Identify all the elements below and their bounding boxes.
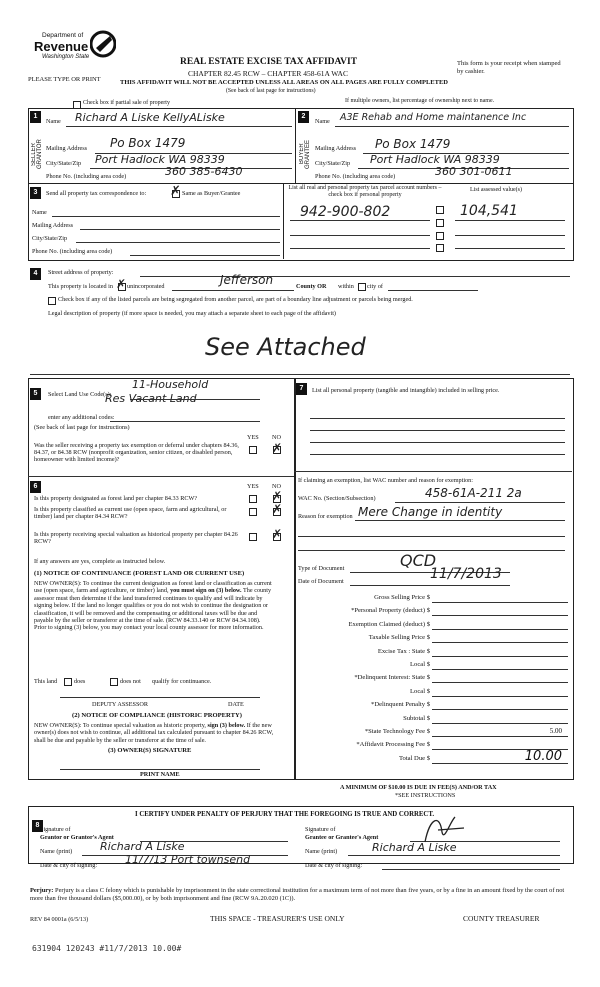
forest-land-no-mark: ✗ [272, 489, 283, 503]
fee-row [298, 748, 570, 767]
does-not-checkbox[interactable] [110, 678, 118, 686]
seller-side-label: SELLER GRANTOR [31, 139, 43, 169]
fee-label: *Affidavit Processing Fee $ [356, 741, 430, 749]
fee-line [432, 682, 568, 683]
county-treasurer: COUNTY TREASURER [463, 914, 540, 923]
notice1-body [34, 580, 274, 632]
within-label: within [338, 283, 354, 290]
fee-row [298, 673, 570, 686]
current-use-no-mark: ✗ [272, 502, 283, 516]
wac-line [395, 502, 565, 503]
fee-line [432, 709, 568, 710]
see-attached-value[interactable]: See Attached [205, 333, 366, 361]
doc-type-label: Type of Document [298, 565, 345, 572]
fee-label: *State Technology Fee $ [364, 728, 430, 735]
segregated-label: Check box if any of the listed parcels are being segregated from another parcel, are part of a boundary line adjustment or parcels being merged. [58, 296, 413, 303]
does-checkbox[interactable] [64, 678, 72, 686]
fee-label: Local $ [410, 661, 430, 668]
land-use-line [130, 399, 260, 400]
this-land-label: This land [34, 678, 58, 685]
seller-exemption-question: Was the seller receiving a property tax exemption or deferral under chapters 84.36, 84.37, or 84.38 RCW (nonprofit organization, senior citizen, or disabled person, homeowner with limited income)? [34, 442, 239, 464]
multiple-owners-note: If multiple owners, list percentage of ownership next to name. [345, 98, 495, 104]
historic-question: Is this property receiving special valuation as historical property per chapter 84.26 RCW? [34, 531, 238, 545]
grantor-date-value[interactable]: 11/7/13 Port townsend [125, 853, 251, 866]
seller-name-label: Name [46, 118, 61, 125]
fee-label: *Delinquent Penalty $ [371, 701, 430, 709]
county-or-label: County OR [296, 283, 327, 290]
fee-row [298, 700, 570, 713]
fee-row [298, 714, 570, 727]
section-3-divider [283, 183, 284, 259]
same-as-buyer-check: ✗ [170, 184, 181, 199]
fee-line [432, 615, 568, 616]
legal-label: Legal description of property (if more space is needed, you may attach a separate sheet to each page of the affidavit) [48, 310, 336, 317]
fee-label: Total Due $ [398, 754, 430, 762]
perjury-text: Perjury is a class C felony which is punishable by imprisonment in the state correctional institution for a maximum term of not more than five years, or by a fine in an amount fixed by the court of not more than five thousand dollars ($5,000.00), or by both imprisonment and fine (RCW 9A.20.020 (1C)). [30, 887, 565, 902]
please-type: PLEASE TYPE OR PRINT [28, 76, 101, 83]
grantor-sig-label-b: Grantor or Grantor's Agent [40, 834, 114, 841]
current-use-yes[interactable] [249, 508, 257, 516]
fee-value[interactable]: 5.00 [549, 727, 562, 735]
tax-phone-label: Phone No. (including area code) [32, 248, 113, 255]
dor-logo-icon [90, 30, 116, 58]
notice2-body-a: NEW OWNER(S): To continue special valuation as historic property, [34, 722, 206, 729]
doc-date-value[interactable]: 11/7/2013 [430, 566, 502, 582]
perjury-note [30, 887, 570, 903]
fee-row [298, 727, 570, 740]
fee-line [432, 736, 568, 737]
personal-line-3[interactable] [310, 442, 565, 443]
section-1-number: 1 [30, 111, 41, 123]
additional-codes-label: enter any additional codes: [48, 414, 115, 421]
deputy-date-label: DATE [228, 701, 244, 708]
additional-codes-line[interactable] [110, 421, 260, 422]
form-warning: THIS AFFIDAVIT WILL NOT BE ACCEPTED UNLESS ALL AREAS ON ALL PAGES ARE FULLY COMPLETED [120, 79, 448, 86]
buyer-side-label: BUYER GRANTEE [299, 139, 311, 169]
fee-label: Subtotal $ [403, 714, 430, 722]
fee-value[interactable]: 10.00 [524, 748, 562, 764]
buyer-city-label: City/State/Zip [315, 160, 351, 167]
dor-logo [30, 30, 120, 70]
personal-property-checkbox-4[interactable] [436, 244, 444, 252]
notice2-body-b: sign (3) below. [207, 722, 246, 729]
fee-row [298, 593, 570, 606]
fee-label: Gross Selling Price $ [374, 594, 430, 601]
seller-city-label: City/State/Zip [46, 160, 82, 167]
assessed-line-1 [455, 220, 565, 221]
seller-phone-label: Phone No. (including area code) [46, 173, 127, 180]
owner-signature-line[interactable] [60, 769, 260, 770]
seller-city-value[interactable]: Port Hadlock WA 98339 [95, 153, 225, 166]
buyer-mailing-value[interactable]: Po Box 1479 [375, 137, 451, 151]
grantee-date-line[interactable] [382, 869, 560, 870]
land-use-value-2[interactable]: Res Vacant Land [105, 392, 197, 405]
section-4-number: 4 [30, 268, 41, 280]
fee-line [432, 602, 568, 603]
fee-row [298, 620, 570, 633]
fee-label: Taxable Selling Price $ [368, 634, 430, 642]
exemption-header: If claiming an exemption, list WAC number and reason for exemption: [298, 477, 473, 484]
reason-line-2[interactable] [298, 536, 565, 537]
form-chapter: CHAPTER 82.45 RCW – CHAPTER 458-61A WAC [188, 69, 348, 78]
partial-sale-label: Check box if partial sale of property [83, 100, 170, 106]
wac-label: WAC No. (Section/Subsection) [298, 495, 376, 502]
seller-name-value[interactable]: Richard A Liske KellyALiske [75, 111, 225, 124]
personal-line-1[interactable] [310, 418, 565, 419]
section-2-number: 2 [298, 111, 309, 123]
fee-label: *Personal Property (deduct) $ [351, 607, 430, 615]
grantor-name-label: Name (print) [40, 848, 73, 855]
fee-row [298, 633, 570, 646]
reason-line [355, 520, 565, 521]
grantee-name-line [348, 855, 560, 856]
grantor-sig-label-a: Signature of [40, 826, 71, 833]
unincorporated-label: unincorporated [127, 283, 165, 290]
buyer-city-value[interactable]: Port Hadlock WA 98339 [370, 153, 500, 166]
assessed-line-3 [455, 248, 565, 249]
assessed-line-2 [455, 235, 565, 236]
does-label: does [74, 678, 86, 685]
fee-label: Excise Tax : State $ [377, 647, 430, 655]
notice2-body-c: If the new owner(s) does not wish to continue, all additional tax calculated pursuant to chapter 84.26 RCW, shall be due and payable by the seller or transferor at the time of sale. [34, 722, 274, 744]
historic-no-mark: ✗ [272, 527, 283, 541]
parcel-line-2 [290, 235, 430, 236]
grantee-sig-label-b: Grantee or Grantee's Agent [305, 834, 379, 841]
owner-signature-label: (3) OWNER(S) SIGNATURE [108, 747, 192, 754]
section-3-number: 3 [30, 187, 41, 199]
doc-date-label: Date of Document [298, 578, 344, 585]
personal-line-2[interactable] [310, 430, 565, 431]
seller-mailing-value[interactable]: Po Box 1479 [110, 136, 186, 150]
personal-line-4[interactable] [310, 454, 565, 455]
grantee-sig-label-a: Signature of [305, 826, 336, 833]
deputy-line[interactable] [60, 697, 260, 698]
certify-statement: I CERTIFY UNDER PENALTY OF PERJURY THAT THE FOREGOING IS TRUE AND CORRECT. [135, 811, 435, 818]
section-7-number: 7 [296, 383, 307, 395]
parties-divider [295, 108, 296, 183]
land-use-label: Select Land Use Code(s): [48, 391, 112, 398]
parcel-value[interactable]: 942-900-802 [300, 204, 391, 220]
reason-label: Reason for exemption [298, 513, 353, 520]
parcel-line-3 [290, 248, 430, 249]
cashier-stamp: 631904 120243 #11/7/2013 10.00# [32, 944, 182, 953]
form-title: REAL ESTATE EXCISE TAX AFFIDAVIT [180, 57, 358, 67]
fee-label: *Delinquent Interest: State $ [354, 674, 430, 682]
fee-line [432, 656, 568, 657]
forest-land-question: Is this property designated as forest land per chapter 84.33 RCW? [34, 495, 198, 502]
section-8-number: 8 [32, 820, 43, 832]
receipt-note: This form is your receipt when stamped by cashier. [457, 60, 561, 75]
personal-property-label: List all personal property (tangible and intangible) included in selling price. [312, 387, 500, 394]
doc-date-line [350, 585, 510, 586]
see-back-header: (See back of last page for instructions) [226, 88, 316, 94]
grantee-date-label: Date & city of signing: [305, 862, 363, 869]
logo-line-3: Washington State [42, 54, 90, 60]
tax-city-line[interactable] [76, 242, 280, 243]
notice2-title: (2) NOTICE OF COMPLIANCE (HISTORIC PROPERTY) [72, 712, 242, 719]
tax-mailing-line[interactable] [80, 229, 280, 230]
qualify-label: qualify for continuance. [152, 678, 212, 685]
assessed-value[interactable]: 104,541 [460, 203, 518, 219]
seller-exemption-yes[interactable] [249, 446, 257, 454]
located-label: This property is located in [48, 283, 113, 290]
notice1-body-c: The county assessor must then determine if the land transferred continues to qualify and will indicate by signing below. If the land no longer qualifies or you do not wish to continue the designation or classification, it will be removed and the compensating or additional taxes will be due and payable by the seller or transferor at the time of sale. (RCW 84.33.140 or RCW 84.34.108). Prior to signing (3) below, you may contact your local county assessor for more information. [34, 587, 272, 632]
seller-mailing-label: Mailing Address [46, 145, 88, 152]
buyer-name-label: Name [315, 118, 330, 125]
street-label: Street address of property: [48, 269, 114, 276]
tax-mailing-label: Mailing Address [32, 222, 74, 229]
section-6-number: 6 [30, 481, 41, 493]
section6-no: NO [272, 483, 281, 490]
wac-value[interactable]: 458-61A-211 2a [425, 486, 522, 500]
notice1-body-b: you must sign on (3) below. [170, 587, 242, 595]
fee-row [298, 647, 570, 660]
same-as-buyer-label: Same as Buyer/Grantee [182, 190, 241, 197]
section-7-divider [294, 471, 572, 472]
county-line [172, 290, 294, 291]
see-instructions: *SEE INSTRUCTIONS [395, 792, 456, 799]
historic-yes[interactable] [249, 533, 257, 541]
county-value[interactable]: Jefferson [220, 273, 274, 287]
notice1-body-a: NEW OWNER(S): To continue the current designation as forest land or classification as current use (open space, farm and agriculture, or timber) land, [34, 580, 272, 595]
buyer-mailing-label: Mailing Address [315, 145, 357, 152]
reason-value[interactable]: Mere Change in identity [358, 505, 503, 519]
section5-see-back: (See back of last page for instructions) [34, 424, 130, 431]
grantor-date-label: Date & city of signing: [40, 862, 98, 869]
notice2-body [34, 722, 274, 744]
current-use-question: Is this property classified as current use (open space, farm and agricultural, or timber) land per chapter 84.34 RCW? [34, 506, 227, 520]
section-5-number: 5 [30, 388, 41, 400]
street-line[interactable] [140, 276, 570, 277]
deputy-label: DEPUTY ASSESSOR [92, 701, 148, 708]
does-not-label: does not [120, 678, 141, 685]
fee-table [298, 593, 570, 769]
fee-line [432, 669, 568, 670]
if-yes-note: If any answers are yes, complete as instructed below. [34, 558, 166, 565]
logo-line-1: Department of [42, 32, 84, 39]
notice1-title: (1) NOTICE OF CONTINUANCE (FOREST LAND OR CURRENT USE) [34, 570, 245, 577]
personal-property-checkbox-3[interactable] [436, 232, 444, 240]
city-of-line[interactable] [388, 290, 478, 291]
tax-phone-line[interactable] [130, 255, 280, 256]
fee-row [298, 606, 570, 619]
doc-type-value[interactable]: QCD [400, 551, 437, 570]
treasurer-space: THIS SPACE - TREASURER'S USE ONLY [210, 914, 345, 923]
fee-line [432, 642, 568, 643]
buyer-name-value[interactable]: A3E Rehab and Home maintanence Inc [340, 112, 527, 123]
fee-label: Exemption Claimed (deduct) $ [348, 620, 430, 628]
parcel-header: List all real and personal property tax parcel account numbers – check box if personal property [288, 185, 442, 198]
legal-line [30, 374, 570, 375]
section-6-divider [28, 476, 294, 477]
grantee-name-value[interactable]: Richard A Liske [372, 841, 457, 854]
segregated-checkbox[interactable] [48, 297, 56, 305]
section5-no: NO [272, 434, 281, 441]
assessed-header: List assessed value(s) [470, 187, 522, 193]
fee-row [298, 660, 570, 673]
print-name-label: PRINT NAME [140, 771, 180, 778]
perjury-title: Perjury: [30, 887, 54, 894]
tax-name-label: Name [32, 209, 47, 216]
personal-property-checkbox-1[interactable] [436, 206, 444, 214]
fee-line [432, 696, 568, 697]
fee-line [432, 723, 568, 724]
send-tax-label: Send all property tax correspondence to: [46, 190, 147, 197]
fee-line [432, 629, 568, 630]
fee-row [298, 687, 570, 700]
grantee-name-label: Name (print) [305, 848, 338, 855]
personal-property-checkbox-2[interactable] [436, 219, 444, 227]
tax-city-label: City/State/Zip [32, 235, 68, 242]
section5-yes: YES [247, 434, 259, 441]
parcel-line-1 [290, 220, 430, 221]
rev-number: REV 84 0001a (6/5/13) [30, 916, 89, 923]
seller-exemption-no-mark: ✗ [272, 441, 283, 455]
city-of-label: city of [367, 283, 383, 290]
logo-line-2: Revenue [34, 39, 89, 54]
seller-phone-value[interactable]: 360 385-6430 [165, 165, 243, 178]
minimum-fee-note: A MINIMUM OF $10.00 IS DUE IN FEE(S) AND/OR TAX [340, 784, 497, 791]
section6-yes: YES [247, 483, 259, 490]
fee-label: Local $ [410, 687, 430, 695]
land-use-value[interactable]: 11-Household [132, 378, 209, 391]
buyer-phone-value[interactable]: 360 301-0611 [435, 165, 513, 178]
grantor-name-value[interactable]: Richard A Liske [100, 840, 185, 853]
tax-name-line[interactable] [52, 216, 280, 217]
unincorporated-check: ✗ [116, 277, 127, 291]
within-city-checkbox[interactable] [358, 283, 366, 291]
seller-name-line [66, 126, 292, 127]
forest-land-yes[interactable] [249, 495, 257, 503]
buyer-phone-label: Phone No. (including area code) [315, 173, 396, 180]
buyer-name-line [335, 126, 569, 127]
